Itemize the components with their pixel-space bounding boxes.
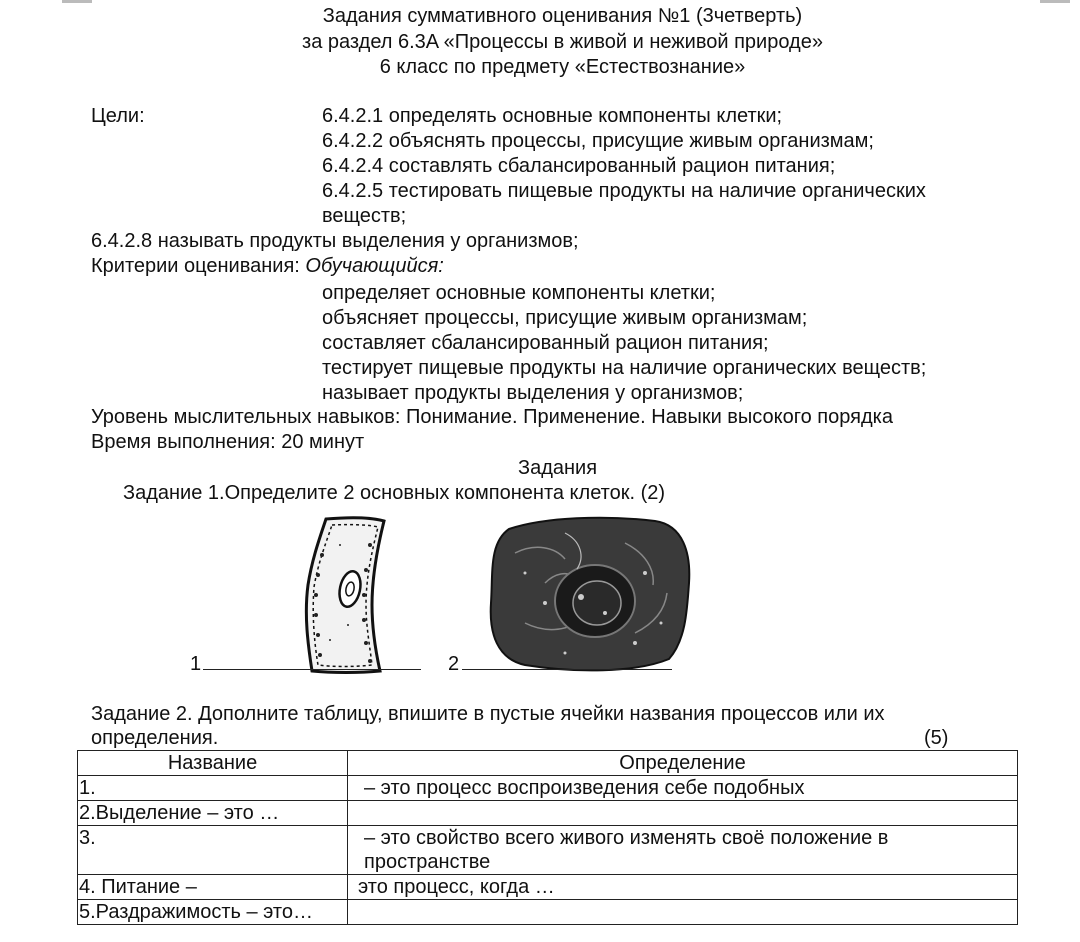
criteria-item: называет продукты выделения у организмов; [322,382,744,404]
column-header-definition: Определение [348,751,1018,776]
header-line-1: Задания суммативного оценивания №1 (3четверть) [322,5,803,27]
time-line [91,430,364,454]
page-corner-mark-left [62,0,92,3]
table-row [78,900,1018,925]
definition-cell[interactable]: это процесс, когда … [348,875,1018,900]
tasks-heading: Задания [518,457,598,479]
definition-cell[interactable]: – это процесс воспроизведения себе подобных [348,776,1018,801]
criteria-item: тестирует пищевые продукты на наличие органических веществ; [322,357,927,379]
table-row [78,776,1018,801]
table-row [78,826,1018,875]
plant-cell-image [300,515,390,675]
goal-item: 6.4.2.2 объяснять процессы, присущие живым организмам; [322,130,874,152]
process-table [77,750,1018,925]
goal-item: 6.4.2.5 тестировать пищевые продукты на наличие органических [322,180,926,202]
answer-label-1: 1 [190,653,202,675]
criteria-item: определяет основные компоненты клетки; [322,282,716,304]
table-row [78,875,1018,900]
definition-cell[interactable] [348,900,1018,925]
goals-label: Цели: [91,105,145,127]
criteria-line [91,254,444,278]
skills-line [91,405,893,429]
task2-title-line-2: определения. [91,727,219,749]
page-corner-mark-right [1040,0,1070,3]
criteria-item: объясняет процессы, присущие живым организмам; [322,307,808,329]
goal-item: 6.4.2.4 составлять сбалансированный рацион питания; [322,155,836,177]
name-cell[interactable]: 1. [78,776,348,801]
criteria-subject: Обучающийся: [305,255,444,277]
animal-cell-image [485,513,695,673]
task2-title-line-1: Задание 2. Дополните таблицу, впишите в пустые ячейки названия процессов или их [91,703,885,725]
header-line-2: за раздел 6.3A «Процессы в живой и неживой природе» [302,31,823,53]
time-label: Время выполнения: [91,431,276,453]
definition-cell[interactable] [348,801,1018,826]
answer-label-2: 2 [448,653,460,675]
task1-title: Задание 1.Определите 2 основных компонента клеток. (2) [123,482,666,504]
answer-blank-1[interactable] [203,669,421,670]
header-line-3: 6 класс по предмету «Естествознание» [379,56,746,78]
name-cell[interactable]: 5.Раздражимость – это… [78,900,348,925]
criteria-label: Критерии оценивания: [91,255,300,277]
table-header-row [78,751,1018,776]
name-cell[interactable]: 2.Выделение – это … [78,801,348,826]
answer-blank-2[interactable] [462,669,672,670]
task2-points: (5) [924,727,949,749]
skills-value: Понимание. Применение. Навыки высокого порядка [406,406,893,428]
time-value: 20 минут [281,431,365,453]
table-row [78,801,1018,826]
column-header-name: Название [78,751,348,776]
name-cell[interactable]: 4. Питание – [78,875,348,900]
criteria-item: составляет сбалансированный рацион питания; [322,332,769,354]
goal-item: 6.4.2.8 называть продукты выделения у организмов; [91,230,579,252]
skills-label: Уровень мыслительных навыков: [91,406,401,428]
goal-item: веществ; [322,205,407,227]
name-cell[interactable]: 3. [78,826,348,875]
definition-cell[interactable]: – это свойство всего живого изменять своё положение в пространстве [348,826,1018,875]
goal-item: 6.4.2.1 определять основные компоненты клетки; [322,105,783,127]
